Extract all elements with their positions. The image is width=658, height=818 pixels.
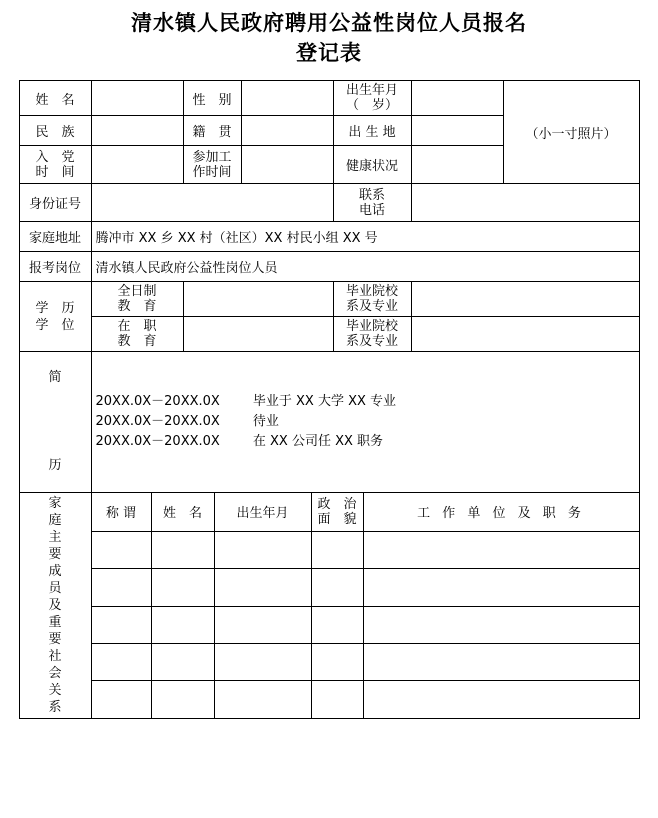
field-fulltime-school-major[interactable] — [411, 282, 639, 317]
table-row — [19, 352, 639, 493]
label-fulltime-education-line1: 全日制 — [117, 284, 157, 299]
column-header-political-line2: 面 貌 — [317, 511, 357, 527]
cell-birth-date[interactable] — [214, 531, 311, 568]
field-fulltime-education[interactable] — [183, 282, 333, 317]
label-gender: 性 别 — [183, 81, 241, 116]
label-resume — [19, 352, 91, 493]
family-label-char: 员 — [48, 581, 62, 596]
table-row — [19, 531, 639, 568]
cell-name[interactable] — [151, 606, 214, 643]
registration-table — [19, 80, 640, 493]
field-birth-date[interactable] — [411, 81, 503, 116]
cell-work-unit[interactable] — [363, 531, 639, 568]
cell-political-status[interactable] — [311, 681, 363, 719]
column-header-relation: 称 谓 — [91, 493, 151, 532]
table-row — [19, 222, 639, 252]
cell-name[interactable] — [151, 569, 214, 606]
family-label-char: 成 — [48, 564, 62, 579]
cell-political-status[interactable] — [311, 606, 363, 643]
column-header-political-status — [311, 493, 363, 532]
photo-placeholder[interactable]: （小一寸照片） — [503, 81, 639, 184]
field-onjob-education[interactable] — [183, 317, 333, 352]
cell-name[interactable] — [151, 531, 214, 568]
resume-line: 20XX.0X－20XX.0X 毕业于 XX 大学 XX 专业 — [95, 394, 397, 409]
table-row — [19, 606, 639, 643]
field-onjob-school-major[interactable] — [411, 317, 639, 352]
table-row — [19, 81, 639, 116]
label-health-status: 健康状况 — [333, 146, 411, 184]
cell-name[interactable] — [151, 643, 214, 680]
cell-relation[interactable] — [91, 606, 151, 643]
label-work-start-time-line1: 参加工 — [192, 149, 232, 165]
table-row — [19, 643, 639, 680]
label-onjob-school-line2: 系及专业 — [345, 334, 398, 349]
resume-line: 20XX.0X－20XX.0X 在 XX 公司任 XX 职务 — [95, 434, 384, 449]
table-row — [19, 569, 639, 606]
label-resume-line1: 简 — [48, 370, 62, 385]
label-fulltime-school-line1: 毕业院校 — [345, 284, 398, 299]
family-label-char: 主 — [48, 530, 62, 545]
label-fulltime-education-line2: 教 育 — [117, 299, 157, 314]
field-applied-post[interactable]: 清水镇人民政府公益性岗位人员 — [91, 252, 639, 282]
label-onjob-education-line1: 在 职 — [117, 319, 157, 334]
field-party-join-time[interactable] — [91, 146, 183, 184]
label-contact-phone-line2: 电话 — [358, 202, 385, 218]
label-family-members — [19, 493, 91, 719]
label-birth-date — [333, 81, 411, 116]
cell-birth-date[interactable] — [214, 606, 311, 643]
cell-birth-date[interactable] — [214, 681, 311, 719]
family-label-char: 关 — [48, 683, 62, 698]
label-birth-date-line1: 出生年月 — [345, 83, 398, 98]
cell-work-unit[interactable] — [363, 606, 639, 643]
label-resume-line2: 历 — [48, 458, 62, 473]
page-title-line2: 登记表 — [296, 41, 362, 65]
label-id-number: 身份证号 — [19, 184, 91, 222]
field-id-number[interactable] — [91, 184, 333, 222]
resume-line: 20XX.0X－20XX.0X 待业 — [95, 414, 279, 429]
cell-relation[interactable] — [91, 531, 151, 568]
label-contact-phone — [333, 184, 411, 222]
cell-name[interactable] — [151, 681, 214, 719]
table-row — [19, 282, 639, 317]
column-header-name: 姓 名 — [151, 493, 214, 532]
label-education-line1: 学 历 — [35, 300, 75, 316]
table-row — [19, 681, 639, 719]
family-label-char: 及 — [48, 598, 62, 613]
label-name: 姓 名 — [19, 81, 91, 116]
family-label-char: 要 — [48, 632, 62, 647]
label-party-join-time — [19, 146, 91, 184]
table-row — [19, 184, 639, 222]
column-header-political-line1: 政 治 — [317, 496, 357, 512]
page-title-line1: 清水镇人民政府聘用公益性岗位人员报名 — [131, 11, 527, 35]
family-label-char: 要 — [48, 547, 62, 562]
family-label-char: 重 — [48, 615, 62, 630]
page-title — [0, 0, 658, 68]
field-name[interactable] — [91, 81, 183, 116]
cell-birth-date[interactable] — [214, 569, 311, 606]
family-label-char: 系 — [48, 700, 62, 715]
cell-political-status[interactable] — [311, 569, 363, 606]
column-header-work-unit: 工 作 单 位 及 职 务 — [363, 493, 639, 532]
label-native-place: 籍 贯 — [183, 116, 241, 146]
field-contact-phone[interactable] — [411, 184, 639, 222]
label-work-start-time-line2: 作时间 — [192, 164, 232, 180]
cell-work-unit[interactable] — [363, 681, 639, 719]
label-education-line2: 学 位 — [35, 317, 75, 333]
cell-work-unit[interactable] — [363, 643, 639, 680]
label-party-join-time-line2: 时 间 — [35, 164, 75, 180]
family-members-table — [19, 492, 640, 719]
field-native-place[interactable] — [241, 116, 333, 146]
cell-relation[interactable] — [91, 643, 151, 680]
label-work-start-time — [183, 146, 241, 184]
label-party-join-time-line1: 入 党 — [35, 149, 75, 165]
family-label-char: 会 — [48, 666, 62, 681]
field-gender[interactable] — [241, 81, 333, 116]
cell-relation[interactable] — [91, 681, 151, 719]
label-contact-phone-line1: 联系 — [358, 187, 385, 203]
label-applied-post: 报考岗位 — [19, 252, 91, 282]
label-fulltime-school-major — [333, 282, 411, 317]
family-label-char: 社 — [48, 649, 62, 664]
table-row — [19, 252, 639, 282]
label-home-address: 家庭地址 — [19, 222, 91, 252]
cell-relation[interactable] — [91, 569, 151, 606]
label-birthplace: 出 生 地 — [333, 116, 411, 146]
cell-work-unit[interactable] — [363, 569, 639, 606]
family-label-char: 家 — [48, 496, 62, 511]
cell-political-status[interactable] — [311, 531, 363, 568]
label-education-degree — [19, 282, 91, 352]
cell-birth-date[interactable] — [214, 643, 311, 680]
field-resume[interactable] — [91, 352, 639, 493]
column-header-birth-date: 出生年月 — [214, 493, 311, 532]
label-fulltime-school-line2: 系及专业 — [345, 299, 398, 314]
label-onjob-school-line1: 毕业院校 — [345, 319, 398, 334]
table-row — [19, 317, 639, 352]
label-birth-date-line2: （ 岁） — [345, 98, 398, 113]
label-onjob-school-major — [333, 317, 411, 352]
label-onjob-education — [91, 317, 183, 352]
cell-political-status[interactable] — [311, 643, 363, 680]
family-label-char: 庭 — [48, 513, 62, 528]
field-home-address[interactable]: 腾冲市 XX 乡 XX 村（社区）XX 村民小组 XX 号 — [91, 222, 639, 252]
label-fulltime-education — [91, 282, 183, 317]
table-row — [19, 493, 639, 532]
field-ethnicity[interactable] — [91, 116, 183, 146]
label-onjob-education-line2: 教 育 — [117, 334, 157, 349]
field-health-status[interactable] — [411, 146, 503, 184]
field-work-start-time[interactable] — [241, 146, 333, 184]
field-birthplace[interactable] — [411, 116, 503, 146]
label-ethnicity: 民 族 — [19, 116, 91, 146]
